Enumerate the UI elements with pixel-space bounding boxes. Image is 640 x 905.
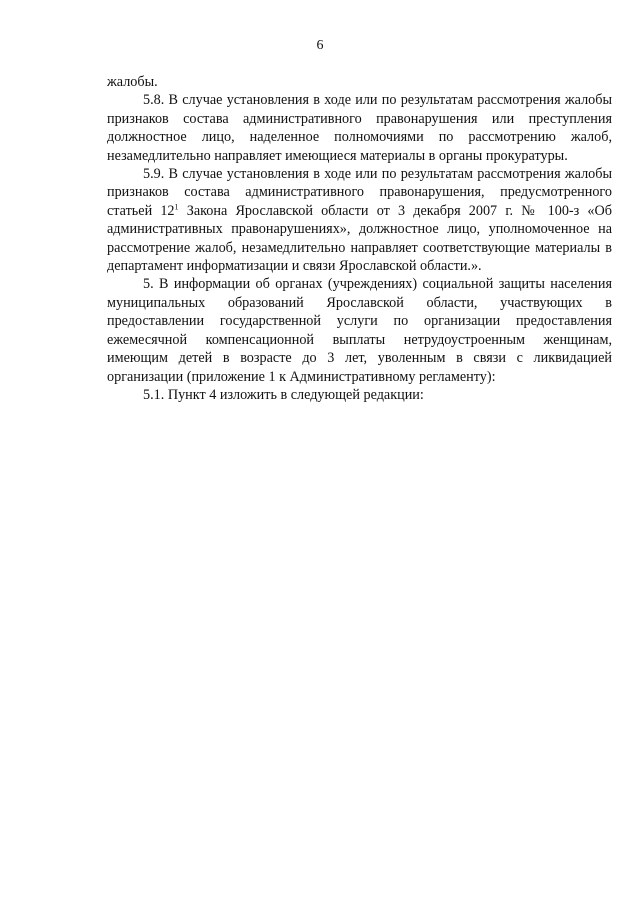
document-body — [107, 73, 612, 404]
article-superscript: 1 — [174, 202, 179, 212]
paragraph-continuation: жалобы. — [107, 74, 158, 90]
paragraph-5-8: 5.8. В случае установления в ходе или по результатам рассмотрения жалобы признаков состава административного правонарушения или преступления должностное лицо, наделенное полномочиями по рассмотрению жалоб, незамедлительно направляет имеющиеся материалы в органы прокуратуры. — [107, 92, 612, 164]
page-number: 6 — [316, 38, 324, 53]
paragraph-5-9-text-start: 5.9. В случае установления в ходе или по результатам рассмотрения жалобы признаков состава административного правонарушения, предусмотренного статьей 12 — [107, 166, 612, 219]
paragraph-5: 5. В информации об органах (учреждениях) социальной защиты населения муниципальных образований Ярославской области, участвующих в предоставлении государственной услуги по организации предоставления ежемесячной компенсационной выплаты нетрудоустроенным женщинам, имеющим детей в возрасте до 3 лет, уволенным в связи с ликвидацией организации (приложение 1 к Административному регламенту): — [107, 276, 612, 385]
paragraph-5-1: 5.1. Пункт 4 изложить в следующей редакции: — [143, 386, 424, 403]
paragraph-5-9 — [107, 165, 612, 275]
paragraph-5-9-text-end: Закона Ярославской области от 3 декабря 2007 г. № 100-з «Об административных правонарушениях», должностное лицо, уполномоченное на рассмотрение жалоб, незамедлительно направляет соответствующие материалы в департамент информатизации и связи Ярославской области.». — [107, 202, 612, 275]
